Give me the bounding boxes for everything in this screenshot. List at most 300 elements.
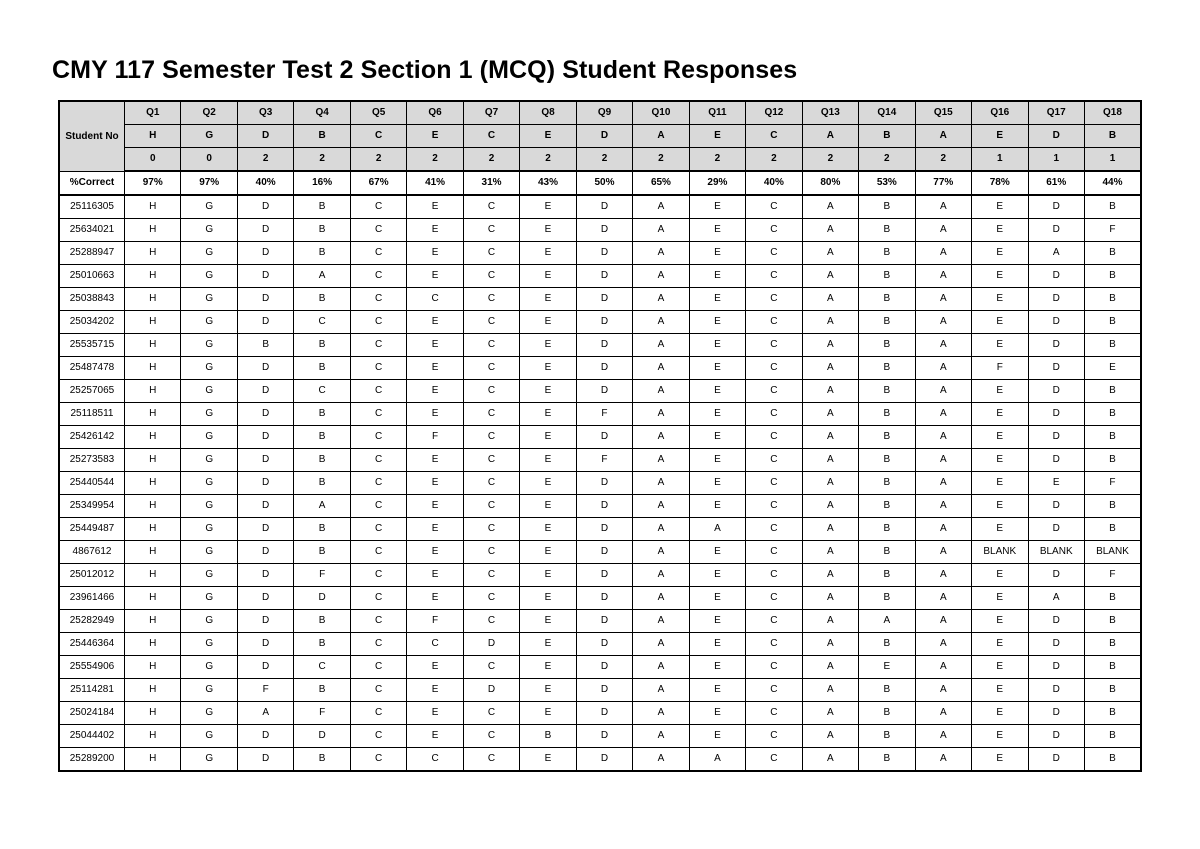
response-cell: C [463,518,519,541]
response-cell: C [746,449,802,472]
score-cell: 0 [125,148,181,172]
table-row [59,679,1141,702]
response-cell: C [463,357,519,380]
response-cell: E [972,195,1028,219]
answer-key-cell: C [746,125,802,148]
response-cell: B [859,495,915,518]
response-cell: C [746,702,802,725]
response-cell: A [915,610,971,633]
response-cell: H [125,265,181,288]
response-cell: A [915,334,971,357]
response-cell: E [1084,357,1141,380]
response-cell: B [859,472,915,495]
response-cell: B [859,311,915,334]
response-cell: C [463,495,519,518]
student-id-cell: 25634021 [59,219,125,242]
response-cell: C [350,219,406,242]
response-cell: A [915,426,971,449]
response-cell: A [915,541,971,564]
response-cell: H [125,541,181,564]
response-cell: F [294,564,350,587]
response-cell: B [859,725,915,748]
student-id-cell: 25273583 [59,449,125,472]
response-cell: B [1084,610,1141,633]
response-cell: D [463,679,519,702]
response-cell: A [915,702,971,725]
response-cell: H [125,449,181,472]
table-row [59,725,1141,748]
student-id-cell: 25535715 [59,334,125,357]
response-cell: G [181,587,237,610]
response-cell: A [633,242,689,265]
response-cell: C [350,265,406,288]
response-cell: D [1028,265,1084,288]
response-cell: E [407,357,463,380]
response-cell: F [407,426,463,449]
response-cell: E [972,403,1028,426]
response-cell: C [746,610,802,633]
response-cell: D [1028,702,1084,725]
response-cell: F [294,702,350,725]
response-cell: C [350,472,406,495]
responses-table [58,100,1142,772]
percent-correct-cell: 50% [576,171,632,195]
response-cell: B [1084,587,1141,610]
response-cell: G [181,472,237,495]
response-cell: C [746,195,802,219]
response-cell: C [746,334,802,357]
student-id-cell: 25038843 [59,288,125,311]
response-cell: C [350,426,406,449]
percent-correct-cell: 53% [859,171,915,195]
response-cell: H [125,702,181,725]
response-cell: A [633,656,689,679]
answer-key-cell: E [689,125,745,148]
question-header: Q10 [633,101,689,125]
answer-key-cell: A [802,125,858,148]
response-cell: C [463,472,519,495]
table-row [59,311,1141,334]
response-cell: A [802,380,858,403]
response-cell: E [520,748,576,772]
response-cell: E [407,472,463,495]
response-cell: E [972,679,1028,702]
response-cell: D [1028,288,1084,311]
response-cell: H [125,633,181,656]
student-no-header: Student No [59,101,125,171]
response-cell: E [407,195,463,219]
response-cell: D [576,495,632,518]
response-cell: A [802,633,858,656]
response-cell: C [746,242,802,265]
response-cell: E [689,403,745,426]
question-header: Q12 [746,101,802,125]
table-row [59,219,1141,242]
response-cell: G [181,242,237,265]
score-cell: 2 [746,148,802,172]
student-id-cell: 25034202 [59,311,125,334]
question-header: Q13 [802,101,858,125]
student-id-cell: 4867612 [59,541,125,564]
response-cell: D [576,472,632,495]
question-header: Q17 [1028,101,1084,125]
response-cell: C [463,564,519,587]
response-cell: C [746,679,802,702]
response-cell: D [1028,357,1084,380]
response-cell: A [633,449,689,472]
response-cell: D [237,541,293,564]
response-cell: G [181,195,237,219]
response-cell: D [576,195,632,219]
response-cell: A [294,495,350,518]
response-cell: C [746,403,802,426]
response-cell: H [125,610,181,633]
response-cell: B [1084,288,1141,311]
score-cell: 2 [915,148,971,172]
response-cell: D [1028,518,1084,541]
question-header: Q5 [350,101,406,125]
response-cell: D [576,334,632,357]
response-cell: C [463,334,519,357]
response-cell: A [915,403,971,426]
response-cell: A [915,633,971,656]
response-cell: D [294,587,350,610]
percent-correct-cell: 80% [802,171,858,195]
response-cell: E [520,587,576,610]
response-cell: D [576,564,632,587]
student-id-cell: 25116305 [59,195,125,219]
response-cell: B [294,633,350,656]
response-cell: A [915,357,971,380]
response-cell: D [1028,195,1084,219]
student-id-cell: 25024184 [59,702,125,725]
response-cell: A [633,334,689,357]
response-cell: C [463,426,519,449]
response-cell: D [237,426,293,449]
table-row [59,702,1141,725]
response-cell: E [859,656,915,679]
response-cell: C [350,564,406,587]
response-cell: A [1028,242,1084,265]
table-row [59,426,1141,449]
response-cell: E [520,495,576,518]
response-cell: G [181,633,237,656]
response-cell: A [633,564,689,587]
response-cell: D [237,195,293,219]
response-cell: C [350,334,406,357]
response-cell: C [463,219,519,242]
response-cell: H [125,656,181,679]
student-id-cell: 25449487 [59,518,125,541]
response-cell: E [520,564,576,587]
question-header: Q15 [915,101,971,125]
response-cell: E [972,242,1028,265]
response-cell: B [859,403,915,426]
response-cell: D [237,633,293,656]
student-id-cell: 25289200 [59,748,125,772]
question-header-row [59,101,1141,125]
score-cell: 2 [802,148,858,172]
response-cell: C [350,449,406,472]
response-cell: D [1028,219,1084,242]
response-cell: C [746,357,802,380]
response-cell: C [746,541,802,564]
percent-correct-cell: 61% [1028,171,1084,195]
response-cell: C [350,195,406,219]
response-cell: D [576,242,632,265]
table-row [59,564,1141,587]
response-cell: C [463,242,519,265]
response-cell: B [1084,403,1141,426]
response-cell: E [689,265,745,288]
response-cell: C [746,564,802,587]
response-cell: H [125,587,181,610]
response-cell: C [463,656,519,679]
response-cell: E [689,541,745,564]
response-cell: B [859,518,915,541]
score-row [59,148,1141,172]
response-cell: C [463,288,519,311]
response-cell: A [915,195,971,219]
response-cell: C [350,242,406,265]
response-cell: H [125,725,181,748]
answer-key-cell: C [350,125,406,148]
response-cell: B [859,288,915,311]
response-cell: B [859,334,915,357]
response-cell: A [802,403,858,426]
percent-correct-cell: 31% [463,171,519,195]
response-cell: B [294,518,350,541]
response-cell: A [802,725,858,748]
table-row [59,449,1141,472]
response-cell: C [463,587,519,610]
response-cell: B [294,679,350,702]
response-cell: B [1084,725,1141,748]
response-cell: D [576,633,632,656]
response-cell: A [802,702,858,725]
response-cell: E [689,357,745,380]
response-cell: E [520,334,576,357]
percent-correct-label: %Correct [59,171,125,195]
response-cell: D [1028,679,1084,702]
response-cell: D [1028,725,1084,748]
response-cell: C [746,495,802,518]
response-cell: C [463,449,519,472]
response-cell: C [746,518,802,541]
response-cell: C [746,288,802,311]
response-cell: A [915,311,971,334]
response-cell: D [237,357,293,380]
response-cell: C [407,288,463,311]
response-cell: C [463,702,519,725]
response-cell: G [181,219,237,242]
response-cell: H [125,426,181,449]
student-id-cell: 25446364 [59,633,125,656]
response-cell: D [576,265,632,288]
answer-key-cell: B [1084,125,1141,148]
response-cell: E [407,587,463,610]
response-cell: F [576,403,632,426]
table-row [59,265,1141,288]
response-cell: D [1028,311,1084,334]
response-cell: B [1084,334,1141,357]
response-cell: D [576,380,632,403]
response-cell: C [463,195,519,219]
answer-key-cell: E [407,125,463,148]
response-cell: A [802,610,858,633]
response-cell: E [689,633,745,656]
response-cell: E [520,610,576,633]
response-cell: A [633,679,689,702]
response-cell: C [463,265,519,288]
student-id-cell: 25118511 [59,403,125,426]
response-cell: G [181,449,237,472]
response-cell: E [407,518,463,541]
response-cell: G [181,495,237,518]
response-cell: A [633,426,689,449]
response-cell: D [576,541,632,564]
question-header: Q18 [1084,101,1141,125]
score-cell: 2 [859,148,915,172]
response-cell: C [350,587,406,610]
response-cell: C [746,725,802,748]
response-cell: A [633,518,689,541]
response-cell: E [520,633,576,656]
response-cell: E [972,518,1028,541]
response-cell: A [802,472,858,495]
response-cell: E [689,610,745,633]
response-cell: BLANK [1084,541,1141,564]
question-header: Q6 [407,101,463,125]
response-cell: C [463,311,519,334]
percent-correct-cell: 67% [350,171,406,195]
response-cell: A [915,288,971,311]
response-cell: A [802,587,858,610]
response-cell: E [407,656,463,679]
table-row [59,495,1141,518]
score-cell: 2 [350,148,406,172]
response-cell: E [972,219,1028,242]
response-cell: A [859,610,915,633]
response-cell: A [633,403,689,426]
table-row [59,380,1141,403]
answer-key-cell: D [1028,125,1084,148]
response-cell: B [1084,311,1141,334]
response-cell: C [294,380,350,403]
response-cell: A [802,242,858,265]
response-cell: D [237,288,293,311]
response-cell: E [520,449,576,472]
response-cell: B [859,242,915,265]
response-cell: D [1028,748,1084,772]
response-cell: C [746,265,802,288]
percent-correct-cell: 78% [972,171,1028,195]
response-cell: C [350,633,406,656]
response-cell: E [520,656,576,679]
score-cell: 2 [294,148,350,172]
response-cell: F [576,449,632,472]
response-cell: D [1028,380,1084,403]
response-cell: B [859,219,915,242]
score-cell: 2 [463,148,519,172]
response-cell: A [802,564,858,587]
response-cell: E [689,334,745,357]
response-cell: C [746,656,802,679]
response-cell: A [633,288,689,311]
response-cell: H [125,748,181,772]
response-cell: E [972,311,1028,334]
response-cell: A [802,518,858,541]
table-row [59,656,1141,679]
percent-correct-cell: 97% [125,171,181,195]
response-cell: C [463,610,519,633]
response-cell: H [125,357,181,380]
response-cell: E [1028,472,1084,495]
response-cell: C [746,426,802,449]
response-cell: H [125,380,181,403]
response-cell: G [181,748,237,772]
response-cell: B [1084,679,1141,702]
response-cell: G [181,656,237,679]
responses-table-body [59,101,1141,771]
response-cell: D [294,725,350,748]
student-id-cell: 25554906 [59,656,125,679]
response-cell: H [125,495,181,518]
response-cell: B [1084,495,1141,518]
student-id-cell: 25487478 [59,357,125,380]
response-cell: B [859,587,915,610]
response-cell: B [859,541,915,564]
response-cell: BLANK [1028,541,1084,564]
response-cell: G [181,265,237,288]
response-cell: D [237,311,293,334]
response-cell: B [859,702,915,725]
student-id-cell: 25044402 [59,725,125,748]
answer-key-cell: C [463,125,519,148]
response-cell: B [859,265,915,288]
response-cell: E [520,219,576,242]
response-cell: A [633,725,689,748]
response-cell: B [294,334,350,357]
answer-key-cell: E [520,125,576,148]
response-cell: C [463,403,519,426]
response-cell: D [1028,633,1084,656]
response-cell: A [802,426,858,449]
score-cell: 2 [407,148,463,172]
response-cell: A [633,311,689,334]
response-cell: A [802,656,858,679]
table-row [59,587,1141,610]
response-cell: E [407,403,463,426]
response-cell: E [972,564,1028,587]
response-cell: B [859,748,915,772]
response-cell: E [689,380,745,403]
response-cell: G [181,725,237,748]
response-cell: G [181,311,237,334]
student-id-cell: 25010663 [59,265,125,288]
score-cell: 1 [1084,148,1141,172]
response-cell: D [1028,495,1084,518]
response-cell: A [915,725,971,748]
response-cell: E [972,472,1028,495]
response-cell: B [1084,518,1141,541]
response-cell: E [689,725,745,748]
response-cell: C [350,610,406,633]
response-cell: E [520,195,576,219]
answer-key-cell: B [859,125,915,148]
score-cell: 2 [576,148,632,172]
response-cell: E [407,380,463,403]
